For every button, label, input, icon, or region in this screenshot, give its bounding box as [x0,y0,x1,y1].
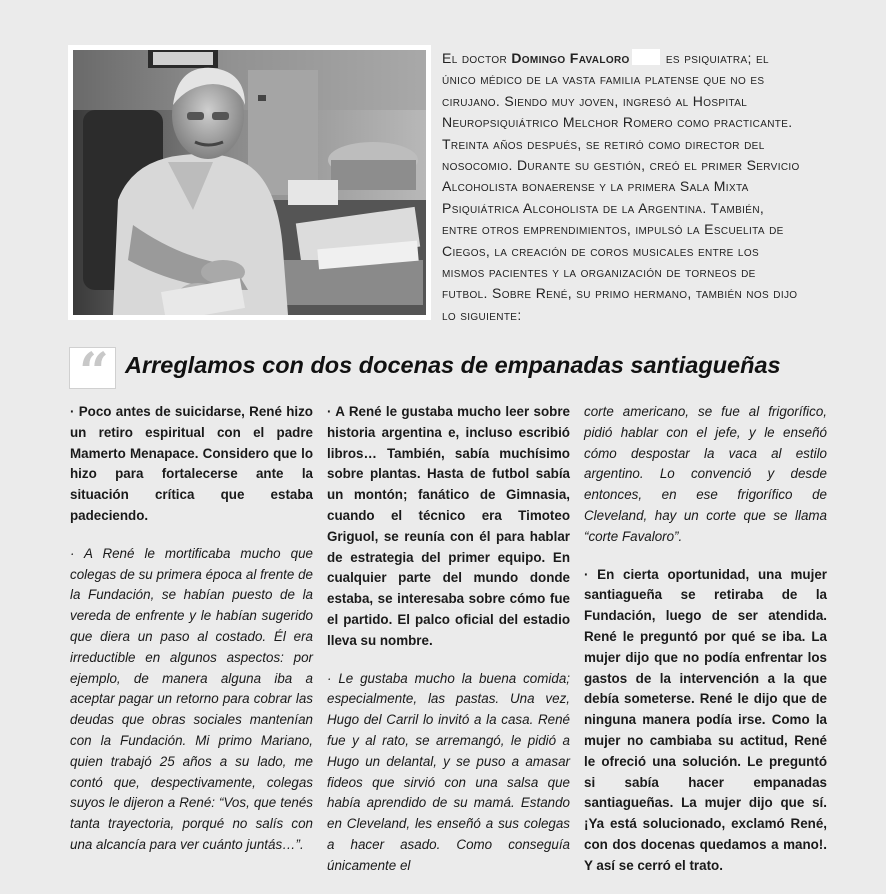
intro-text-start: El doctor [442,50,512,66]
column-2 [327,402,570,894]
column-1 [70,402,313,873]
col2-paragraph-2: · Le gustaba mucho la buena comida; especialmente, las pastas. Una vez, Hugo del Carril lo invitó a la casa. René fue y al rato, se arremangó, le pidió a Hugo un delantal, y se puso a amasar fideos que sirvió con una salsa que había aprendido de su mamá. Estando en Cleveland, les enseñó a sus colegas a hacer asado. Como conseguía únicamente el [327,670,570,873]
portrait-image [73,50,426,315]
quote-mark-icon: “ [79,342,109,403]
col3-paragraph-2: · En cierta oportunidad, una mujer santiagueña se retiraba de la Fundación, luego de ser atendida. René le preguntó por qué se iba. La mujer dijo que no podía enfrentar los gastos de la intervención a la que debía someterse. René le dijo que de ninguna manera podía irse. Como la mujer no cambiaba su actitud, René le ofreció una solución. Le preguntó si sabía hacer empanadas santiagueñas. La mujer dijo que sí. ¡Ya está solucionado, exclamó René, con dos docenas quedamos a mano!. Y así se cerró el trato. [584,566,827,873]
col1-paragraph-2: · A René le mortificaba mucho que colegas de su primera época al frente de la Fundación, se habían puesto de la vereda de enfrente y le habían sugerido que diera un paso al costado. Él era irreductible en algunos aspectos: por ejemplo, de manera alguna iba a aceptar pagar un retorno para cobrar las deudas que obras sociales mantenían con la Fundación. Mi primo Mariano, quien trabajó 25 años a su lado, me contó que, despectivamente, colegas suyos le dijeron a René: “Vos, que tenés tanta trayectoria, porqué no salís con una alcancía para ver cuánto juntás…”. [70,545,313,852]
intro-text-body: es psiquiatra; el único médico de la vasta familia platense que no es cirujano. Siendo muy joven, ingresó al Hospital Neuropsiquiátrico Melchor Romero como practicante. Treinta años después, se retiró como director del nosocomio. Durante su gestión, creó el primer Servicio Alcoholista bonaerense y la primera Sala Mixta Psiquiátrica Alcoholista de la Argentina. También, entre otros emprendimientos, impulsó la Escuelita de Ciegos, la creación de coros musicales entre los mismos pacientes y la organización de torneos de futbol. Sobre René, su primo hermano, también nos dijo lo siguiente: [442,50,800,323]
col2-paragraph-1: · A René le gustaba mucho leer sobre historia argentina e, incluso escribió libros… También, sabía muchísimo sobre plantas. Hasta de futbol sabía un montón; fanático de Gimnasia, cuando el técnico era Timoteo Griguol, se reunía con él para hablar de estrategia del primer equipo. En cualquier parte del mundo donde estaba, se interesaba sobre cómo fue el partido. El palco oficial del estadio lleva su nombre. [327,404,570,648]
portrait-photo [68,45,431,320]
quote-mark-box [69,342,116,403]
doctor-name: Domingo Favaloro [511,50,630,66]
redaction-box [632,49,660,65]
column-3 [584,402,827,894]
headline: Arreglamos con dos docenas de empanadas santiagueñas [125,352,781,378]
intro-paragraph [442,48,802,326]
col1-paragraph-1: · Poco antes de suicidarse, René hizo un retiro espiritual con el padre Mamerto Menapace. Considero que lo hizo para fortalecerse ante la situación crítica que estaba padeciendo. [70,404,313,523]
col3-paragraph-1: corte americano, se fue al frigorífico, pidió hablar con el jefe, y le enseñó cómo despostar la vaca al estilo argentino. Lo convenció y desde entonces, en ese frigorífico de Cleveland, hay un corte que se llama “corte Favaloro”. [584,404,827,544]
